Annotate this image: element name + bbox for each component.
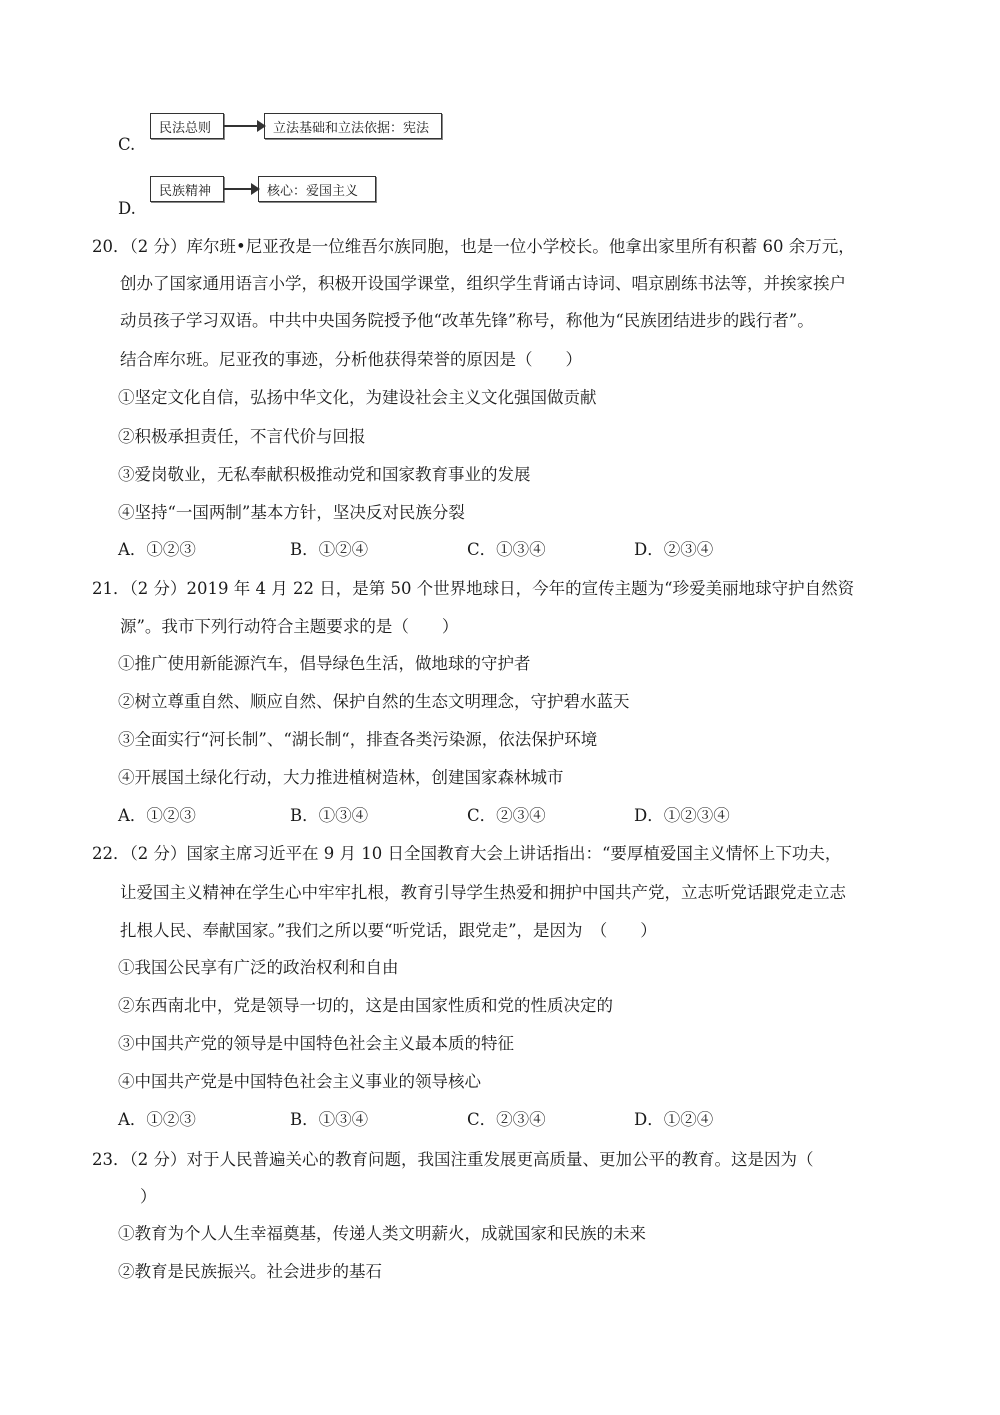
q20-choice-a: A．①②③ <box>118 540 196 559</box>
q21-choice-a: A．①②③ <box>118 806 196 825</box>
q21-choice-d: D．①②③④ <box>634 806 730 825</box>
q22-statement: ①我国公民享有广泛的政治权利和自由 <box>118 958 399 977</box>
option-d-diagram <box>150 176 376 202</box>
option-d-right-box: 核心：爱国主义 <box>258 176 376 202</box>
q20-statement: ③爱岗敬业，无私奉献积极推动党和国家教育事业的发展 <box>118 465 531 484</box>
q20-choice-c: C．①③④ <box>467 540 546 559</box>
arrow-icon <box>224 188 258 190</box>
q21-statement: ④开展国土绿化行动，大力推进植树造林，创建国家森林城市 <box>118 768 564 787</box>
q21-choice-b: B．①③④ <box>290 806 369 825</box>
q23-stem-line: 23．（2 分）对于人民普遍关心的教育问题，我国注重发展更高质量、更加公平的教育。这是因为（ <box>92 1150 814 1169</box>
q22-choice-d: D．①②④ <box>634 1110 714 1129</box>
q23-statement: ①教育为个人人生幸福奠基，传递人类文明薪火，成就国家和民族的未来 <box>118 1224 646 1243</box>
option-c-left-box: 民法总则 <box>150 113 224 139</box>
q22-statement: ③中国共产党的领导是中国特色社会主义最本质的特征 <box>118 1034 514 1053</box>
q21-statement: ①推广使用新能源汽车，倡导绿色生活，做地球的守护者 <box>118 654 531 673</box>
option-c-diagram <box>150 113 442 139</box>
q22-choice-b: B．①③④ <box>290 1110 369 1129</box>
q22-stem-line: 让爱国主义精神在学生心中牢牢扎根，教育引导学生热爱和拥护中国共产党，立志听党话跟党走立志 <box>120 883 846 902</box>
q22-choice-c: C．②③④ <box>467 1110 546 1129</box>
option-c-letter: C. <box>118 135 136 154</box>
q21-stem-line: 21．（2 分）2019 年 4 月 22 日，是第 50 个世界地球日，今年的宣传主题为“珍爱美丽地球守护自然资 <box>92 579 855 598</box>
q23-statement: ②教育是民族振兴。社会进步的基石 <box>118 1262 382 1281</box>
q20-stem-line: 创办了国家通用语言小学，积极开设国学课堂，组织学生背诵古诗词、唱京剧练书法等，并挨家挨户 <box>120 274 846 293</box>
q20-choice-d: D．②③④ <box>634 540 714 559</box>
option-d-letter: D. <box>118 199 136 218</box>
option-c-right-box: 立法基础和立法依据：宪法 <box>264 113 442 139</box>
q21-statement: ②树立尊重自然、顺应自然、保护自然的生态文明理念，守护碧水蓝天 <box>118 692 630 711</box>
q21-stem-line: 源”。我市下列行动符合主题要求的是（ ） <box>120 617 459 636</box>
q22-statement: ②东西南北中，党是领导一切的，这是由国家性质和党的性质决定的 <box>118 996 613 1015</box>
q22-statement: ④中国共产党是中国特色社会主义事业的领导核心 <box>118 1072 481 1091</box>
q20-statement: ④坚持“一国两制”基本方针，坚决反对民族分裂 <box>118 503 465 522</box>
option-d-left-box: 民族精神 <box>150 176 224 202</box>
q20-stem-line: 结合库尔班。尼亚孜的事迹，分析他获得荣誉的原因是（ ） <box>120 350 582 369</box>
q21-choice-c: C．②③④ <box>467 806 546 825</box>
q20-statement: ②积极承担责任，不言代价与回报 <box>118 427 366 446</box>
q22-choice-a: A．①②③ <box>118 1110 196 1129</box>
q23-stem-line: ） <box>140 1187 157 1206</box>
q20-stem-line: 20．（2 分）库尔班•尼亚孜是一位维吾尔族同胞，也是一位小学校长。他拿出家里所有积蓄 60 余万元， <box>92 237 855 256</box>
q20-choice-b: B．①②④ <box>290 540 369 559</box>
q20-stem-line: 动员孩子学习双语。中共中央国务院授予他“改革先锋”称号，称他为“民族团结进步的践行者”。 <box>120 311 814 330</box>
arrow-icon <box>224 125 264 127</box>
q20-statement: ①坚定文化自信，弘扬中华文化，为建设社会主义文化强国做贡献 <box>118 388 597 407</box>
q22-stem-line: 扎根人民、奉献国家。”我们之所以要“听党话，跟党走”，是因为 （ ） <box>120 921 657 940</box>
q21-statement: ③全面实行“河长制”、“湖长制“，排查各类污染源，依法保护环境 <box>118 730 598 749</box>
q22-stem-line: 22．（2 分）国家主席习近平在 9 月 10 日全国教育大会上讲话指出：“要厚植爱国主义情怀上下功夫， <box>92 844 842 863</box>
